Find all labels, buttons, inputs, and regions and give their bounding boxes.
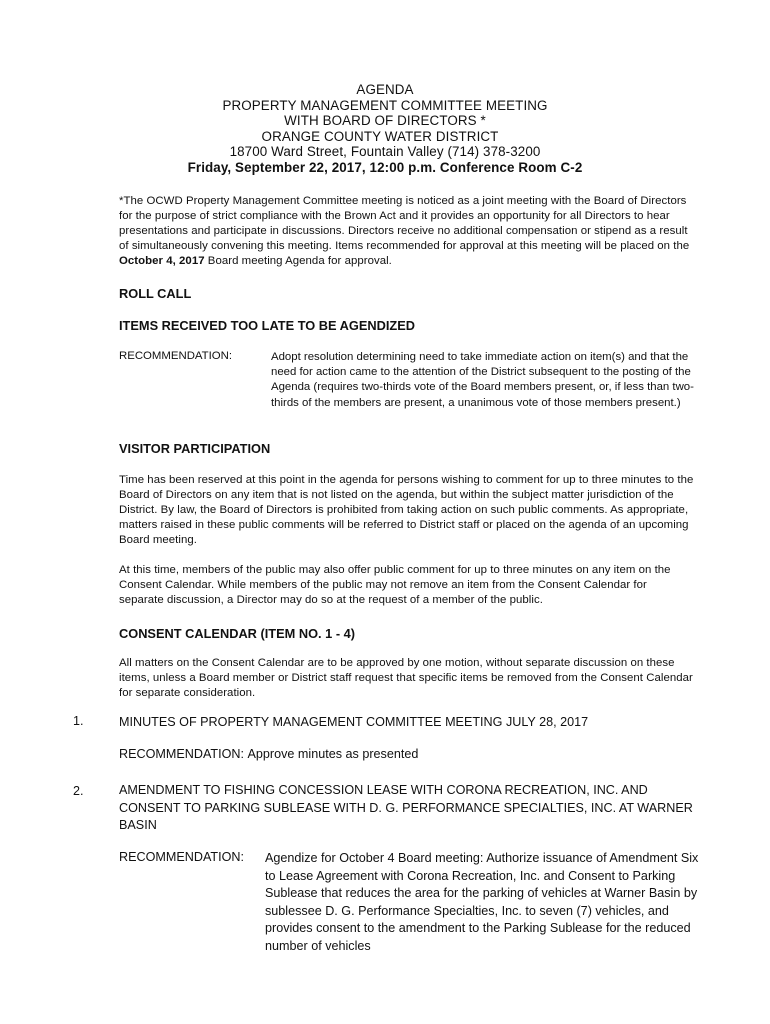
consent-heading: CONSENT CALENDAR (ITEM NO. 1 - 4) bbox=[119, 626, 356, 641]
item-2-title: AMENDMENT TO FISHING CONCESSION LEASE WITH CORONA RECREATION, INC. AND CONSENT TO PARKING SUBLEASE WITH D. G. PERFORMANCE SPECIALTIES, INC. AT WARNER BASIN bbox=[119, 783, 693, 833]
late-items-rec-text: Adopt resolution determining need to take immediate action on item(s) and that the need for action came to the attention of the District subsequent to the posting of the Agenda (requires two-thirds vote of the Board members present, or, if less than two-thirds of the members are present, a unanimous vote of those members present.) bbox=[271, 351, 694, 409]
header-address: 18700 Ward Street, Fountain Valley (714) 378-3200 bbox=[229, 144, 541, 160]
item-1-rec-text: Approve minutes as presented bbox=[247, 747, 419, 761]
item-1-title: MINUTES OF PROPERTY MANAGEMENT COMMITTEE MEETING JULY 28, 2017 bbox=[119, 715, 589, 729]
visitor-paragraph-1: Time has been reserved at this point in the agenda for persons wishing to comment for up to three minutes to the Board of Directors on any item that is not listed on the agenda, but within the subject matter jurisdiction of the District. By law, the Board of Directors is prohibited from taking action on such public comments. As appropriate, matters raised in these public comments will be referred to District staff or placed on the agenda of an upcoming Board meeting. bbox=[119, 474, 694, 546]
notice-text: *The OCWD Property Management Committee meeting is noticed as a joint meeting with the Board of Directors for the purpose of strict compliance with the Brown Act and it provides an opportunity for all Directors to hear presentations and participate in discussions. Directors receive no additional compensation or stipend as a result of simultaneously convening this meeting. Items recommended for approval at this meeting will be placed on the bbox=[119, 195, 690, 252]
roll-call-heading: ROLL CALL bbox=[119, 286, 192, 301]
item-1-recommendation bbox=[119, 747, 418, 761]
header-district: ORANGE COUNTY WATER DISTRICT bbox=[261, 128, 499, 144]
item-1-rec-label: RECOMMENDATION: bbox=[119, 747, 245, 761]
header-title: AGENDA bbox=[356, 82, 414, 97]
agenda-header bbox=[0, 82, 770, 176]
item-2-rec-text: Agendize for October 4 Board meeting: Authorize issuance of Amendment Six to Lease Agreement with Corona Recreation, Inc. and Consent to Parking Sublease that reduces the area for the parking of vehicles at Warner Basin by sublessee D. G. Performance Specialties, Inc. to seven (7) vehicles, and provides consent to the amendment to the Parking Sublease for the reduced number of vehicles bbox=[265, 851, 699, 953]
notice-text-end: Board meeting Agenda for approval. bbox=[204, 255, 392, 267]
consent-paragraph: All matters on the Consent Calendar are to be approved by one motion, without separate discussion on these items, unless a Board member or District staff request that specific items be removed from the Consent Calendar for separate consideration. bbox=[119, 657, 693, 699]
notice-paragraph bbox=[119, 194, 694, 269]
header-joint-note: WITH BOARD OF DIRECTORS * bbox=[284, 113, 486, 129]
visitor-heading: VISITOR PARTICIPATION bbox=[119, 441, 271, 456]
item-2-number: 2. bbox=[73, 784, 84, 798]
header-meeting-name: PROPERTY MANAGEMENT COMMITTEE MEETING bbox=[222, 97, 548, 113]
late-items-heading: ITEMS RECEIVED TOO LATE TO BE AGENDIZED bbox=[119, 318, 416, 333]
item-1-number: 1. bbox=[73, 714, 84, 728]
item-2-rec-label: RECOMMENDATION: bbox=[119, 850, 245, 864]
notice-bold-date: October 4, 2017 bbox=[119, 255, 205, 267]
late-items-rec-label: RECOMMENDATION: bbox=[119, 350, 233, 362]
visitor-paragraph-2: At this time, members of the public may also offer public comment for up to three minutes on any item on the Consent Calendar. While members of the public may not remove an item from the Consent Calendar for separate discussion, a Director may do so at the request of a member of the public. bbox=[119, 564, 671, 606]
header-date-location: Friday, September 22, 2017, 12:00 p.m. Conference Room C-2 bbox=[187, 159, 583, 175]
